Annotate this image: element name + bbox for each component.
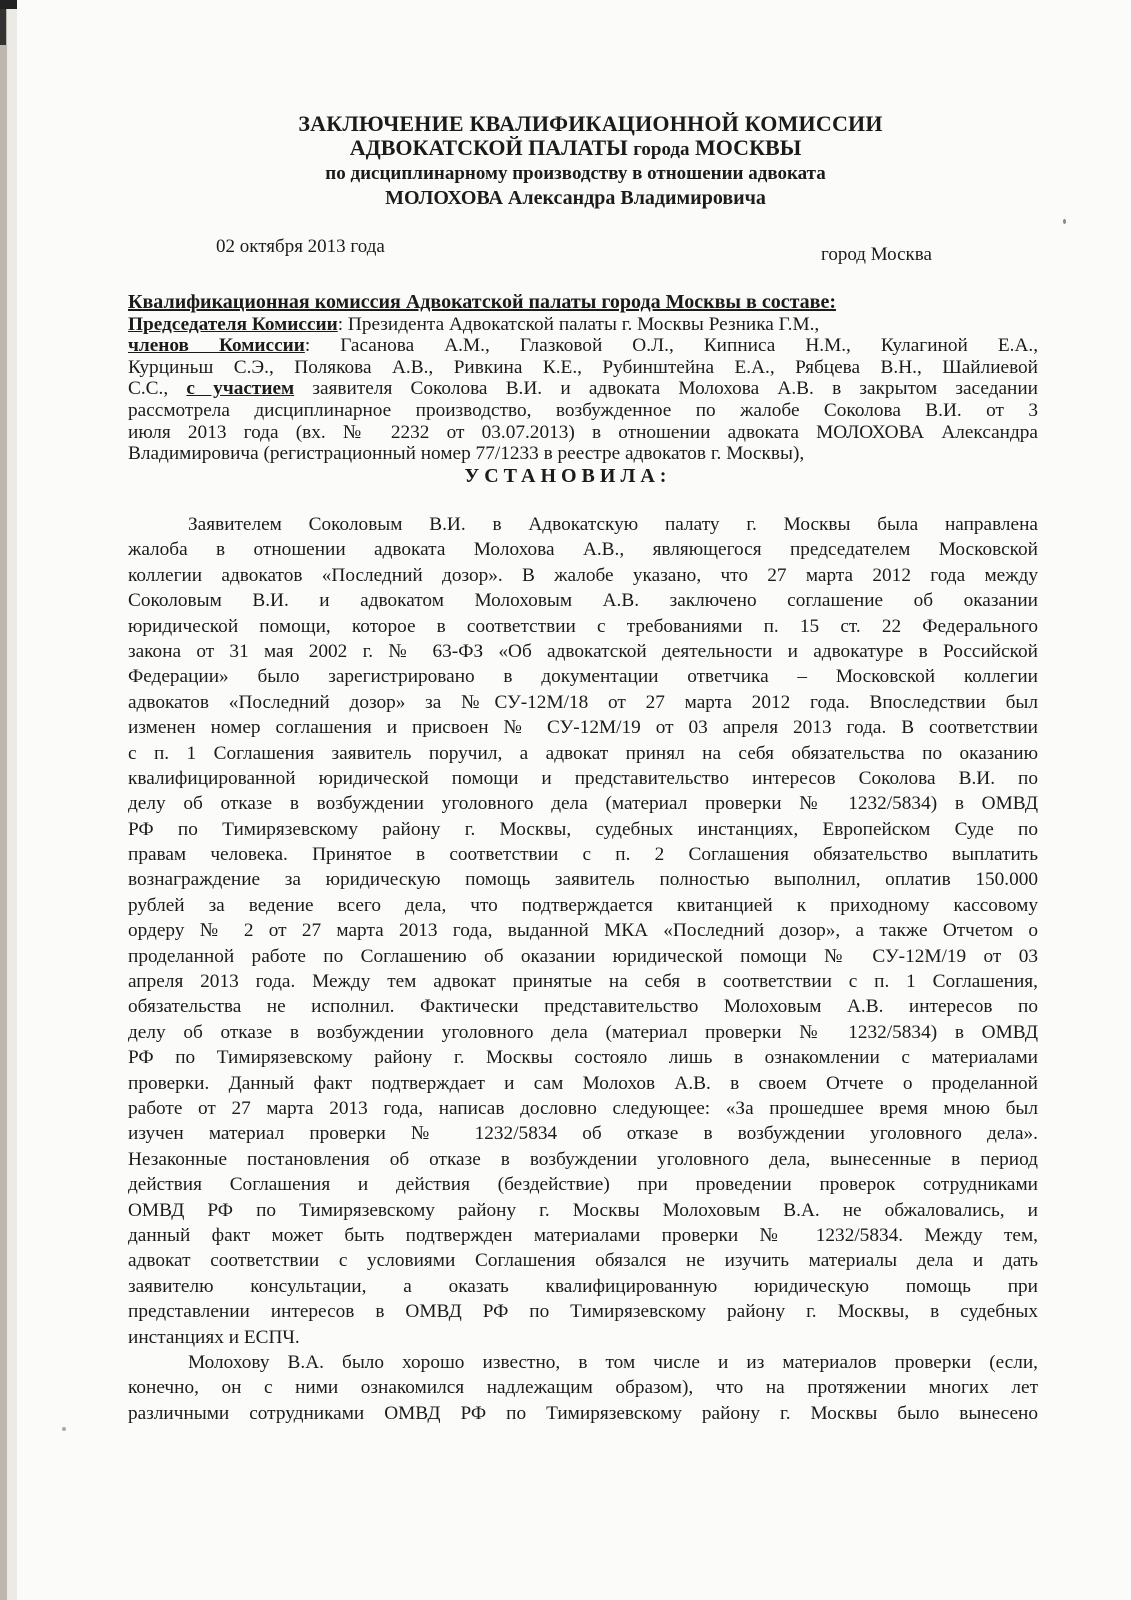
paragraph-line: адвокатов «Последний дозор» за №СУ-12М/18 от 27 марта 2012 года. Впоследствии был <box>128 691 1038 713</box>
paragraph-line: представлении интересов в ОМВД РФ по Тимирязевскому району г. Москвы, в судебных <box>128 1301 1038 1323</box>
chair-label: Председателя Комиссии <box>128 313 338 335</box>
paragraph-line: инстанциях и ЕСПЧ. <box>128 1326 300 1348</box>
title-line-3: по дисциплинарному производству в отношении адвоката <box>325 163 826 184</box>
paragraph-line: Молохову В.А. было хорошо известно, в том числе и из материалов проверки (если, <box>188 1351 1038 1373</box>
composition-section <box>128 292 1038 487</box>
scan-speck <box>1063 219 1066 224</box>
scan-corner-mark <box>0 0 17 9</box>
paragraph-line: правам человека. Принятое в соответствии с п. 2 Соглашения обязательство выплатить <box>128 844 1038 866</box>
paragraph-line: изучен материал проверки № 1232/5834 об отказе в возбуждении уголовного дела». <box>128 1123 1038 1145</box>
paragraph-line: конечно, он с ними ознакомился надлежащим образом), что на протяжении многих лет <box>128 1377 1038 1399</box>
scan-edge-margin <box>7 0 17 1600</box>
paragraph-line: вознаграждение за юридическую помощь заявитель полностью выполнил, оплатив 150.000 <box>128 869 1038 891</box>
composition-heading-text: Квалификационная комиссия Адвокатской палаты города Москвы в составе: <box>128 291 836 313</box>
paragraph-line: рублей за ведение всего дела, что подтверждается квитанцией к приходному кассовому <box>128 894 1038 916</box>
title-chamber: АДВОКАТСКОЙ ПАЛАТЫ <box>349 135 628 160</box>
established-heading: УСТАНОВИЛА: <box>464 464 672 487</box>
scan-edge-shadow <box>0 0 7 1600</box>
paragraph-1 <box>128 512 1038 1350</box>
paragraph-line: коллегии адвокатов «Последний дозор». В жалобе указано, что 27 марта 2012 года между <box>128 564 1038 586</box>
members-line-2: Курциньш С.Э., Полякова А.В., Ривкина К.Е., Рубинштейна Е.А., Рябцева В.Н., Шайлиевой <box>128 356 1038 378</box>
scan-corner-side-mark <box>0 9 6 45</box>
title-line-1: ЗАКЛЮЧЕНИЕ КВАЛИФИКАЦИОННОЙ КОМИССИИ <box>298 111 883 136</box>
paragraph-line: РФ по Тимирязевскому району г. Москвы, судебных инстанциях, Европейском Суде по <box>128 818 1038 840</box>
paragraph-line: проверки. Данный факт подтверждает и сам Молохов А.В. в своем Отчете о проделанной <box>128 1072 1038 1094</box>
paragraph-line: апреля 2013 года. Между тем адвокат принятые на себя в соответствии с п. 1 Соглашения, <box>128 971 1038 993</box>
title-line-2 <box>20 136 1131 162</box>
members-label: членов Комиссии <box>128 335 305 357</box>
participation-label: с участием <box>186 378 295 400</box>
paragraph-line: ордеру № 2 от 27 марта 2013 года, выданной МКА «Последний дозор», а также Отчетом о <box>128 920 1038 942</box>
paragraph-line: Незаконные постановления об отказе в возбуждении уголовного дела, вынесенные в период <box>128 1148 1038 1170</box>
paragraph-line: заявителю консультации, а оказать квалифицированную юридическую помощь при <box>128 1275 1038 1297</box>
document-date: 02 октября 2013 года <box>216 236 385 257</box>
paragraph-line: действия Соглашения и действия (бездействие) при проведении проверок сотрудниками <box>128 1174 1038 1196</box>
paragraph-line: юридической помощи, которое в соответствии с требованиями п. 15 ст. 22 Федерального <box>128 615 1038 637</box>
paragraph-line: данный факт может быть подтвержден материалами проверки № 1232/5834. Между тем, <box>128 1224 1038 1246</box>
participation-text: заявителя Соколова В.И. и адвоката Молохова А.В. в закрытом заседании <box>294 378 1038 400</box>
paragraph-line: Заявителем Соколовым В.И. в Адвокатскую палату г. Москвы была направлена <box>188 514 1038 535</box>
paragraph-line: различными сотрудниками ОМВД РФ по Тимирязевскому району г. Москвы было вынесено <box>128 1402 1038 1424</box>
composition-line-6: Владимировича (регистрационный номер 77/1233 в реестре адвокатов г. Москвы), <box>128 443 805 465</box>
paragraph-line: закона от 31 мая 2002 г. № 63-ФЗ «Об адвокатской деятельности и адвокатуре в Российской <box>128 640 1038 662</box>
document-city: город Москва <box>821 244 932 265</box>
chair-line <box>128 314 1038 336</box>
paragraph-line: работе от 27 марта 2013 года, написав дословно следующее: «За прошедшее время мною был <box>128 1097 1038 1119</box>
paragraph-line: делу об отказе в возбуждении уголовного дела (материал проверки № 1232/5834) в ОМВД <box>128 793 1038 815</box>
paragraph-line: жалоба в отношении адвоката Молохова А.В., являющегося председателем Московской <box>128 539 1038 561</box>
paragraph-line: изменен номер соглашения и присвоен № СУ-12М/19 от 03 апреля 2013 года. В соответствии <box>128 717 1038 739</box>
paragraph-line: с п. 1 Соглашения заявитель поручил, а адвокат принял на себя обязательства по оказанию <box>128 742 1038 764</box>
paragraph-line: Соколовым В.И. и адвокатом Молоховым А.В. заключено соглашение об оказании <box>128 590 1038 612</box>
paragraph-line: РФ по Тимирязевскому району г. Москвы состояло лишь в ознакомлении с материалами <box>128 1047 1038 1069</box>
title-city-word: города <box>633 139 690 160</box>
composition-line-4: рассмотрела дисциплинарное производство, возбужденное по жалобе Соколова В.И. от 3 <box>128 399 1038 421</box>
paragraph-line: квалифицированной юридической помощи и представительство интересов Соколова В.И. по <box>128 767 1038 789</box>
composition-heading <box>128 292 1038 314</box>
paragraph-line: делу об отказе в возбуждении уголовного дела (материал проверки № 1232/5834) в ОМВД <box>128 1021 1038 1043</box>
title-line-4: МОЛОХОВА Александра Владимировича <box>385 187 766 209</box>
title-city: МОСКВЫ <box>695 135 802 160</box>
document-title <box>0 112 1131 210</box>
participation-prefix: С.С., <box>128 378 169 400</box>
paragraph-2 <box>128 1350 1038 1426</box>
scan-speck <box>62 1427 66 1431</box>
paragraph-line: Федерации» было зарегистрировано в документации ответчика – Московской коллегии <box>128 666 1038 688</box>
members-line-1 <box>128 335 1038 357</box>
paragraph-line: обязательства не исполнил. Фактически представительство Молоховым А.В. интересов по <box>128 996 1038 1018</box>
composition-line-5: июля 2013 года (вх. № 2232 от 03.07.2013) в отношении адвоката МОЛОХОВА Александра <box>128 421 1038 443</box>
paragraph-line: ОМВД РФ по Тимирязевскому району г. Москвы Молоховым В.А. не обжаловались, и <box>128 1199 1038 1221</box>
chair-text: : Президента Адвокатской палаты г. Москвы Резника Г.М., <box>337 313 820 335</box>
participation-line <box>128 378 1038 400</box>
paragraph-line: проделанной работе по Соглашению об оказании юридической помощи № СУ-12М/19 от 03 <box>128 945 1038 967</box>
members-text-1: : Гасанова А.М., Глазковой О.Л., Кипниса Н.М., Кулагиной Е.А., <box>304 335 1039 357</box>
findings-section <box>128 512 1038 1426</box>
paragraph-line: адвокат соответствии с условиями Соглашения обязался не изучить материалы дела и дать <box>128 1250 1038 1272</box>
